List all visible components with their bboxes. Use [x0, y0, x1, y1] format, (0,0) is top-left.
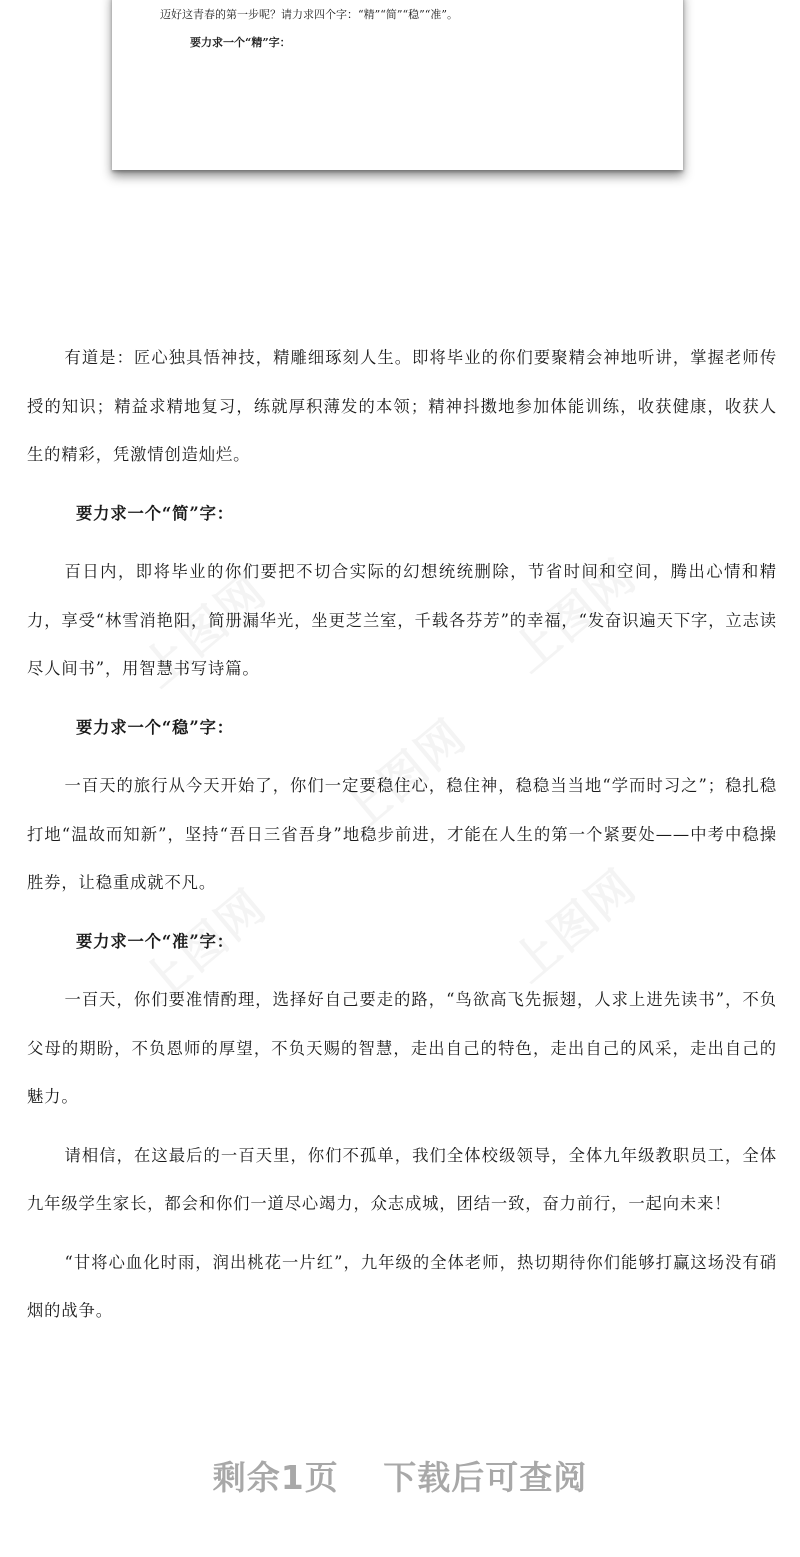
remaining-pages-label[interactable]: 剩余1页 — [212, 1458, 339, 1497]
paragraph-closing: “甘将心血化时雨，润出桃花一片红”，九年级的全体老师，热切期待你们能够打赢这场没有硝烟的战争。 — [27, 1252, 777, 1320]
paragraph-jing-body: 有道是：匠心独具悟神技，精雕细琢刻人生。即将毕业的你们要聚精会神地听讲，掌握老师传授的知识；精益求精地复习，练就厚积薄发的本领；精神抖擞地参加体能训练，收获健康，收获人生的精彩，凭激情创造灿烂。 — [27, 348, 777, 464]
paragraph-encouragement: 请相信，在这最后的一百天里，你们不孤单，我们全体校级领导，全体九年级教职员工，全体九年级学生家长，都会和你们一道尽心竭力，众志成城，团结一致，奋力前行，一起向未来！ — [27, 1145, 777, 1213]
heading-wen: 要力求一个“稳”字： — [76, 717, 234, 737]
preview-page-card — [112, 0, 683, 170]
preview-heading-jing: 要力求一个“精”字： — [190, 36, 291, 49]
document-body — [27, 334, 777, 1346]
preview-intro-line: 迈好这青春的第一步呢？请力求四个字：“精”“简”“稳”“准”。 — [160, 8, 458, 21]
paragraph-jian-body: 百日内，即将毕业的你们要把不切合实际的幻想统统删除，节省时间和空间，腾出心情和精力，享受“林雪消艳阳，简册漏华光，坐更芝兰室，千载各芬芳”的幸福，“发奋识遍天下字，立志读尽人间书”，用智慧书写诗篇。 — [27, 562, 777, 678]
paragraph-wen-body: 一百天的旅行从今天开始了，你们一定要稳住心，稳住神，稳稳当当地“学而时习之”；稳扎稳打地“温故而知新”，坚持“吾日三省吾身”地稳步前进，才能在人生的第一个紧要处——中考中稳操胜券，让稳重成就不凡。 — [27, 776, 777, 892]
heading-zhun: 要力求一个“准”字： — [76, 931, 234, 951]
heading-jian: 要力求一个“简”字： — [76, 503, 234, 523]
download-prompt-banner[interactable] — [0, 1452, 800, 1499]
paragraph-zhun-body: 一百天，你们要准情酌理，选择好自己要走的路，“鸟欲高飞先振翅，人求上进先读书”，不负父母的期盼，不负恩师的厚望，不负天赐的智慧，走出自己的特色，走出自己的风采，走出自己的魅力。 — [27, 990, 777, 1106]
download-to-view-label[interactable]: 下载后可查阅 — [383, 1458, 588, 1497]
